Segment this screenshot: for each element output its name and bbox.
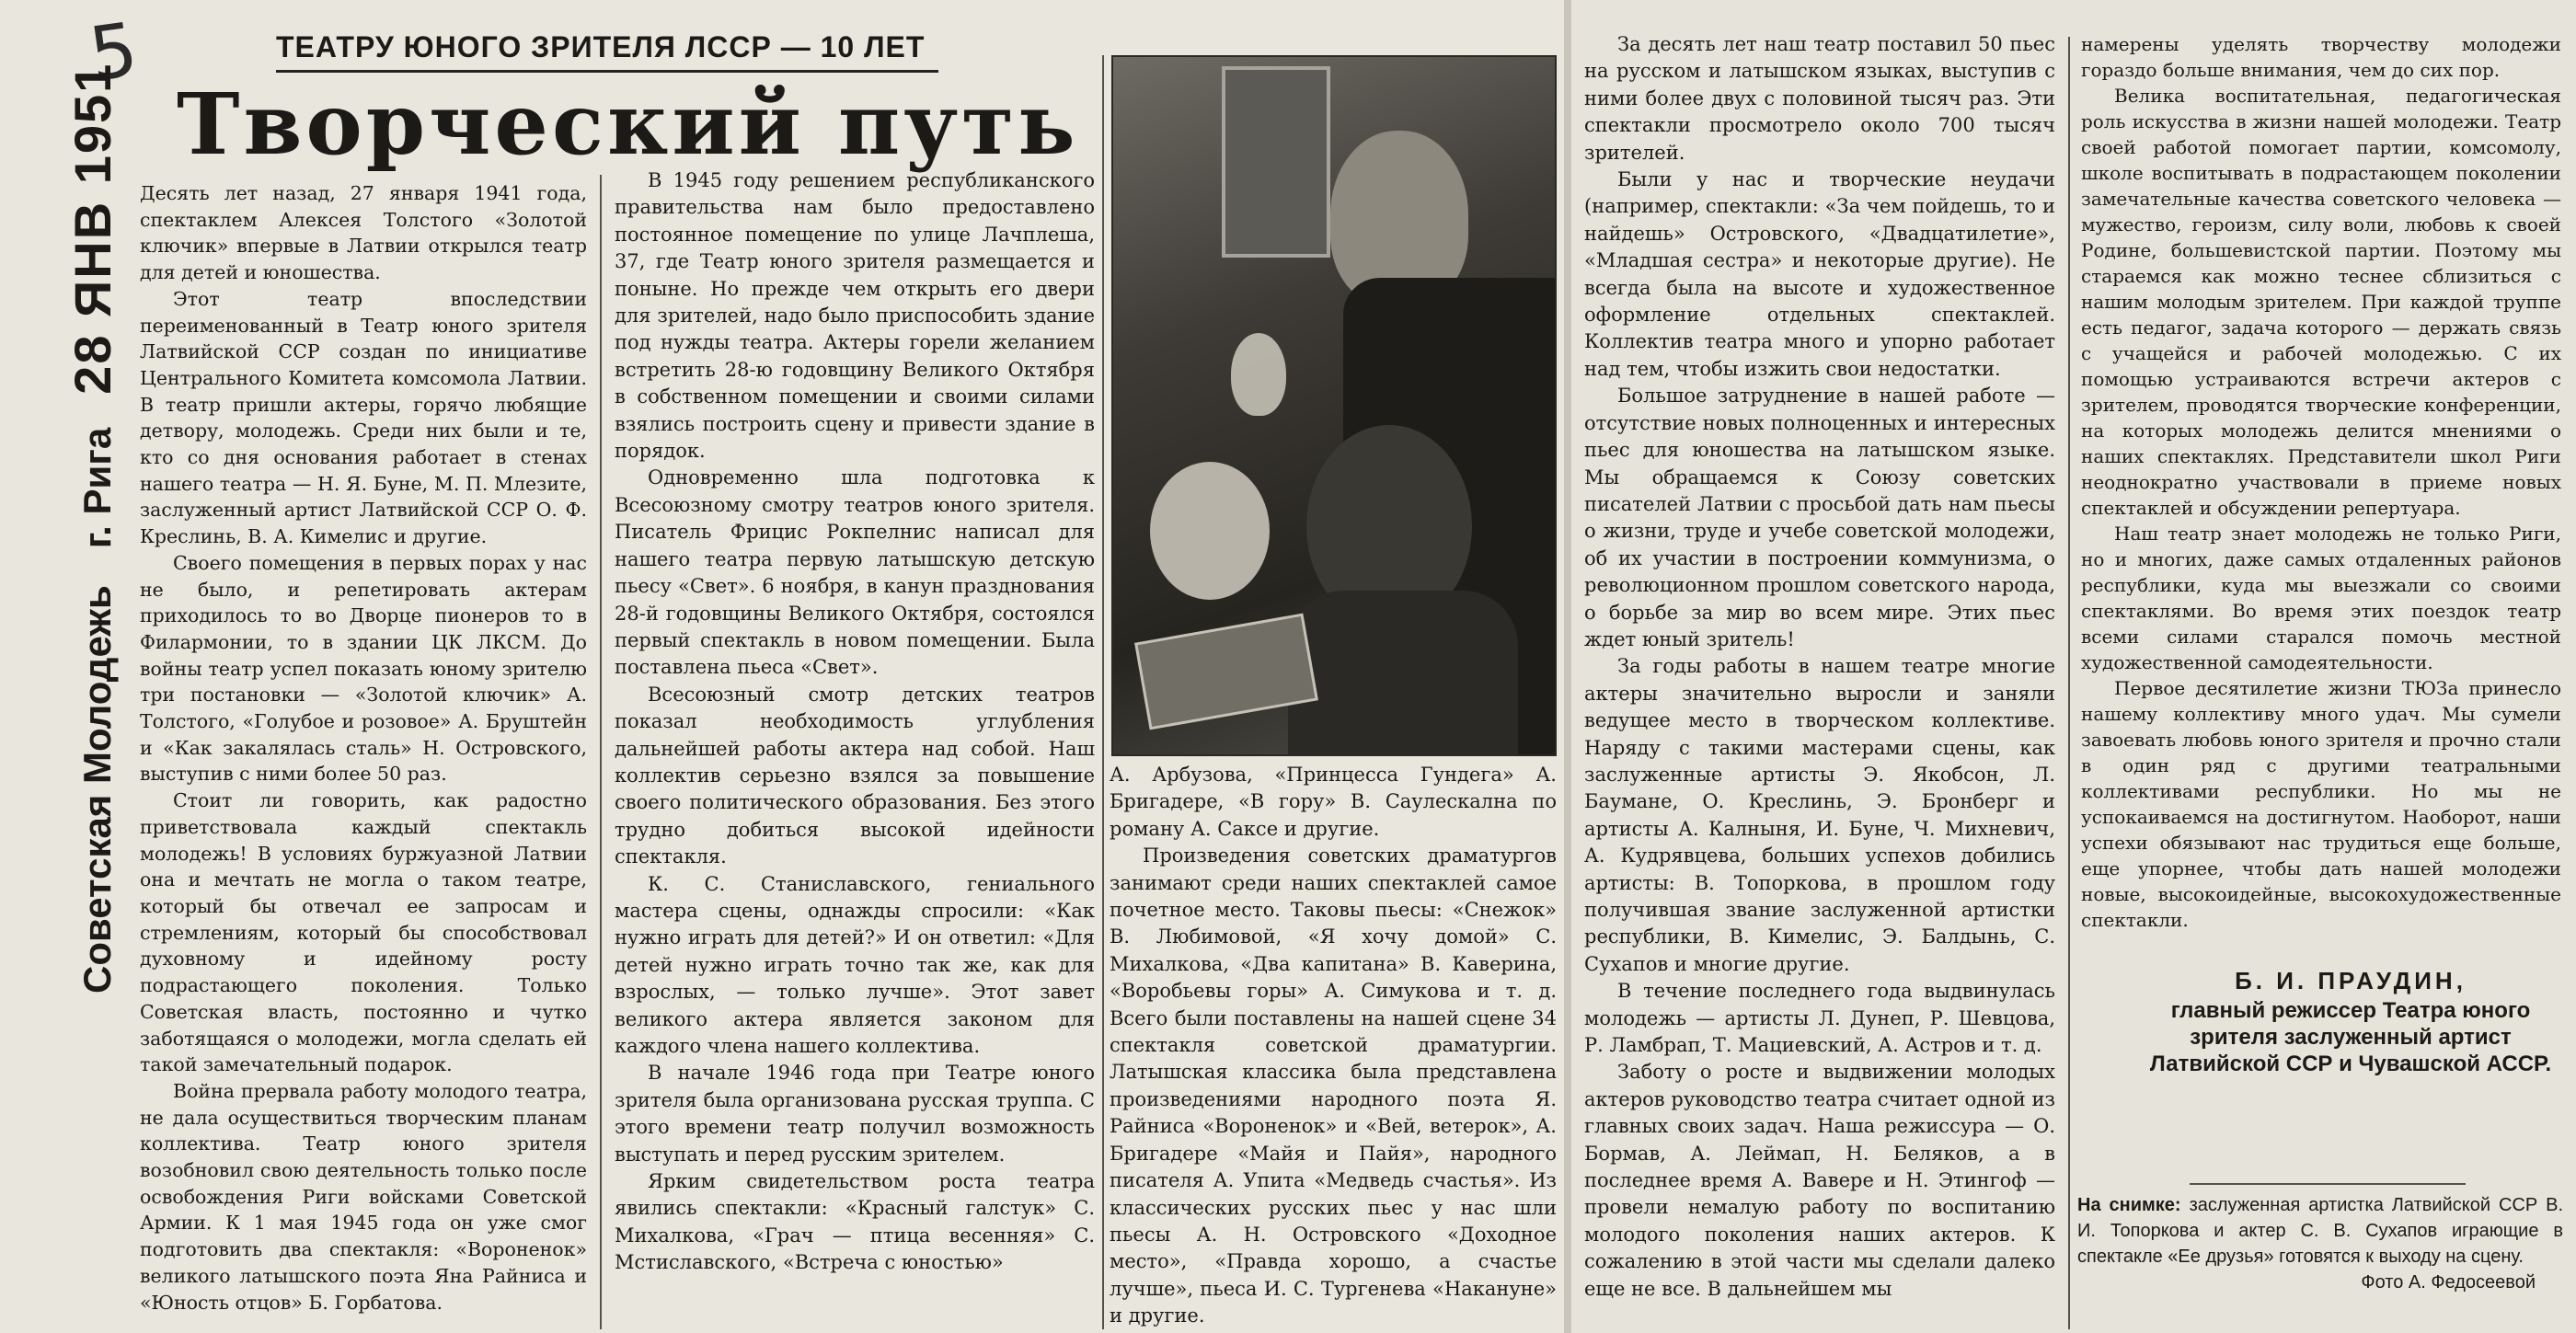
column-rule [1102,55,1104,1329]
caption-divider [2190,1183,2466,1185]
column-paragraph: В начале 1946 года при Театре юного зрителя была организована русская труппа. С этого времени театр получил возможность выступать и перед русским зрителем. [615,1062,1095,1166]
author-role: главный режиссер Театра юного зрителя заслуженный артист Латвийской ССР и Чувашской АССР. [2149,998,2552,1076]
date-stamp: 28 ЯНВ 1951 [63,62,121,395]
article-column-5 [2081,31,2561,955]
photo-actress-body [1288,591,1518,754]
rubric-kicker: ТЕАТРУ ЮНОГО ЗРИТЕЛЯ ЛССР — 10 ЛЕТ [276,24,938,73]
column-paragraph: Первое десятилетие жизни ТЮЗа принесло нашему коллективу много удач. Мы сумели завоевать любовь юного зрителя и прочно стали в один ряд с другими театральными коллективами республики. Но мы не успокаиваемся на достигнутом. Наоборот, наши успехи обязывают нас трудиться еще больше, еще упорнее, чтобы дать нашей молодежи новые, высокоидейные, высокохудожественные спектакли. [2081,677,2561,931]
column-paragraph: Заботу о росте и выдвижении молодых актеров руководство театра считает одной из главных своих задач. Наша режиссура — О. Бормав, А. Леймап, Н. Беляков, а в последнее время А. Вавере и Н. Этингоф — провели немалую работу по воспитанию молодого поколения наших актеров. К сожалению в этой части мы сделали далеко еще не все. В дальнейшем мы [1584,1061,2055,1300]
column-paragraph: Произведения советских драматургов занимают среди наших спектаклей самое почетное место. Таковы пьесы: «Снежок» В. Любимовой, «Я хочу домой» С. Михалкова, «Два капитана» В. Каверина, «Воробьевы горы» А. Симукова и т. д. Всего были поставлены на нашей сцене 34 спектакля советской драматургии. Латышская классика была представлена произведениями народного поэта Я. Райниса «Вороненок» и «Вей, ветерок», А. Бригадере «Майя и Пайя», народного писателя А. Упита «Медведь счастья». Из классических русских пьес у нас шли пьесы А. Н. Островского «Доходное место», «Правда хорошо, а счастье лучше», пьеса И. С. Тургенева «Накануне» и другие. [1110,845,1557,1327]
column-paragraph: Наш театр знает молодежь не только Риги, но и многих, даже самых отдаленных районов республики, куда мы выезжали со своими спектаклями. Во время этих поездок театр всеми силами старался помочь местной художественной самодеятельности. [2081,523,2561,673]
column-paragraph: К. С. Станиславского, гениального мастера сцены, однажды спросили: «Как нужно играть для детей?» И он ответил: «Для детей нужно играть точно так же, как для взрослых, — только лучше». Этот завет великого актера является законом для каждого члена нашего коллектива. [615,872,1095,1057]
author-name: Б. И. ПРАУДИН, [2235,967,2467,994]
column-paragraph: Стоит ли говорить, как радостно приветствовала каждый спектакль молодежь! В условиях буржуазной Латвии она и мечтать не могла о таком театре, который бы отвечал ее запросам и стремлениям, который бы способствовал духовному и идейному росту подрастающего поколения. Только Советская власть, постоянно и чутко заботящаяся о молодежи, могла сделать ей такой замечательный подарок. [140,789,587,1076]
column-paragraph: Этот театр впоследствии переименованный в Театр юного зрителя Латвийской ССР создан по инициативе Центрального Комитета комсомола Латвии. В театр пришли актеры, горячо любящие детвору, молодежь. Среди них были и те, кто со дня основания работает в стенах нашего театра — Н. Я. Буне, М. П. Млезите, заслуженный артист Латвийской ССР О. Ф. Креслинь, В. А. Кимелис и другие. [140,287,587,548]
author-signature [2144,964,2558,1077]
photo-wall-frame [1222,66,1330,258]
column-paragraph: Большое затруднение в нашей работе — отсутствие новых полноценных и интересных пьес для юношества на латышском языке. Мы обращаемся к Союзу советских писателей Латвии с просьбой дать нам пьесы о жизни, труде и учебе советской молодежи, об их участии в построении коммунизма, о революционном прошлом советского народа, о борьбе за мир во всем мире. Этих пьес ждет юный зритель! [1584,385,2055,650]
column-paragraph: Велика воспитательная, педагогическая роль искусства в жизни нашей молодежи. Театр своей работой помогает партии, комсомолу, школе воспитывать в подрастающем поколении замечательные качества советского человека — мужество, героизм, силу воли, любовь к своей Родине, большевистской партии. Поэтому мы стараемся как можно теснее сблизиться с нашим молодым зрителем. При каждой труппе есть педагог, задача которого — держать связь с учащейся и рабочей молодежью. С их помощью устраиваются встречи актеров с зрителем, проводятся творческие конференции, на которых молодежь делится мнениями о наших спектаклях. Представители школ Риги неоднократно участвовали в приеме новых спектаклей и обсуждении репертуара. [2081,85,2561,519]
caption-text: заслуженная артистка Латвийской ССР В. И. Топоркова и актер С. В. Сухапов играющие в спектакле «Ее друзья» готовятся к выходу на сцену. [2077,1195,2564,1267]
column-paragraph: Были у нас и творческие неудачи (например, спектакли: «За чем пойдешь, то и найдешь» Островского, «Двадцатилетие», «Младшая сестра» и некоторые другие). Не всегда была на высоте и художественное оформление отдельных спектаклей. Коллектив театра много и упорно работает над тем, чтобы изжить свои недостатки. [1584,168,2055,380]
column-paragraph: Ярким свидетельством роста театра явились спектакли: «Красный галстук» С. Михалкова, «Грач — птица весенняя» С. Мстиславского, «Встреча с юностью» [615,1170,1095,1274]
article-column-2 [615,167,1095,1330]
column-paragraph: Всесоюзный смотр детских театров показал необходимость углубления дальнейшей работы актера над собой. Наш коллектив серьезно взялся за повышение своего политического образования. Без этого трудно добиться высокой идейности спектакля. [615,683,1095,868]
city-name: г. Рига [75,427,119,549]
article-headline: Творческий путь [177,75,1079,174]
column-paragraph: Война прервала работу молодого театра, не дала осуществиться творческим планам коллектива. Театр юного зрителя возобновил свою деятельность только после освобождения Риги войсками Советской Армии. К 1 мая 1945 года он уже смог подготовить два спектакля: «Вороненок» великого латышского поэта Яна Райниса и «Юность отцов» Б. Горбатова. [140,1079,587,1314]
column-paragraph: Десять лет назад, 27 января 1941 года, спектаклем Алексея Толстого «Золотой ключик» впервые в Латвии открылся театр для детей и юношества. [140,182,587,284]
handwritten-number: 5 [84,6,144,98]
photo-actors-dressing-room [1111,55,1557,756]
column-rule [600,175,602,1329]
article-column-3 [1110,762,1557,1330]
article-column-4 [1584,31,2055,1330]
column-paragraph: В 1945 году решением республиканского правительства нам было предоставлено постоянное помещение по улице Лачплеша, 37, где Театр юного зрителя размещается и поныне. Но прежде чем открыть его двери для зрителей, надо было приспособить здание под нужды театра. Актеры горели желанием встретить 28-ю годовщину Великого Октября в собственном помещении и своими силами взялись построить сцену и привести здание в порядок. [615,169,1095,463]
article-column-1 [140,180,587,1330]
photo-lamp [1231,333,1286,416]
sheet-seam [1564,0,1571,1333]
column-paragraph: А. Арбузова, «Принцесса Гундега» А. Бригадере, «В гору» В. Саулескална по роману А. Саксе и другие. [1110,764,1557,840]
caption-lead: На снимке: [2077,1195,2181,1215]
column-paragraph: Своего помещения в первых порах у нас не было, и репетировать актерам приходилось то во Дворце пионеров то в Филармонии, то в здании ЦК ЛКСМ. До войны театр успел показать юному зрителю три постановки — «Золотой ключик» А. Толстого, «Голубое и розовое» А. Бруштейн и «Как закалялась сталь» Н. Островского, выступив с ними более 50 раз. [140,551,587,786]
photo-mirror-reflection [1150,462,1270,600]
column-paragraph: В течение последнего года выдвинулась молодежь — артисты Л. Дунеп, Р. Шевцова, Р. Ламбрап, Т. Мациевский, А. Астров и т. д. [1584,980,2055,1057]
photo-caption [2077,1192,2563,1295]
photo-credit: Фото А. Федосеевой [2361,1272,2536,1293]
column-paragraph: намерены уделять творчеству молодежи гораздо больше внимания, чем до сих пор. [2081,33,2561,81]
newspaper-name: Советская Молодежь [75,585,119,994]
column-paragraph: Одновременно шла подготовка к Всесоюзному смотру театров юного зрителя. Писатель Фрицис Рокпелнис написал для нашего театра первую латышскую детскую пьесу «Свет». 6 ноября, в канун празднования 28-й годовщины Великого Октября, состоялся первый спектакль в новом помещении. Была поставлена пьеса «Свет». [615,466,1095,679]
column-rule [2068,37,2070,1329]
column-paragraph: За годы работы в нашем театре многие актеры значительно выросли и заняли ведущее место в творческом коллективе. Наряду с такими мастерами сцены, как заслуженные артисты Э. Якобсон, Л. Баумане, О. Креслинь, Э. Бронберг и артисты А. Калныня, И. Буне, Ч. Михневич, А. Кудрявцева, больших успехов добились артисты: В. Топоркова, в прошлом году получившая звание заслуженной артистки республики, В. Кимелис, Э. Балдынь, С. Сухапов и многие другие. [1584,655,2055,975]
column-paragraph: За десять лет наш театр поставил 50 пьес на русском и латышском языках, выступив с ними более двух с половиной тысяч раз. Эти спектакли просмотрело около 700 тысяч зрителей. [1584,33,2055,164]
